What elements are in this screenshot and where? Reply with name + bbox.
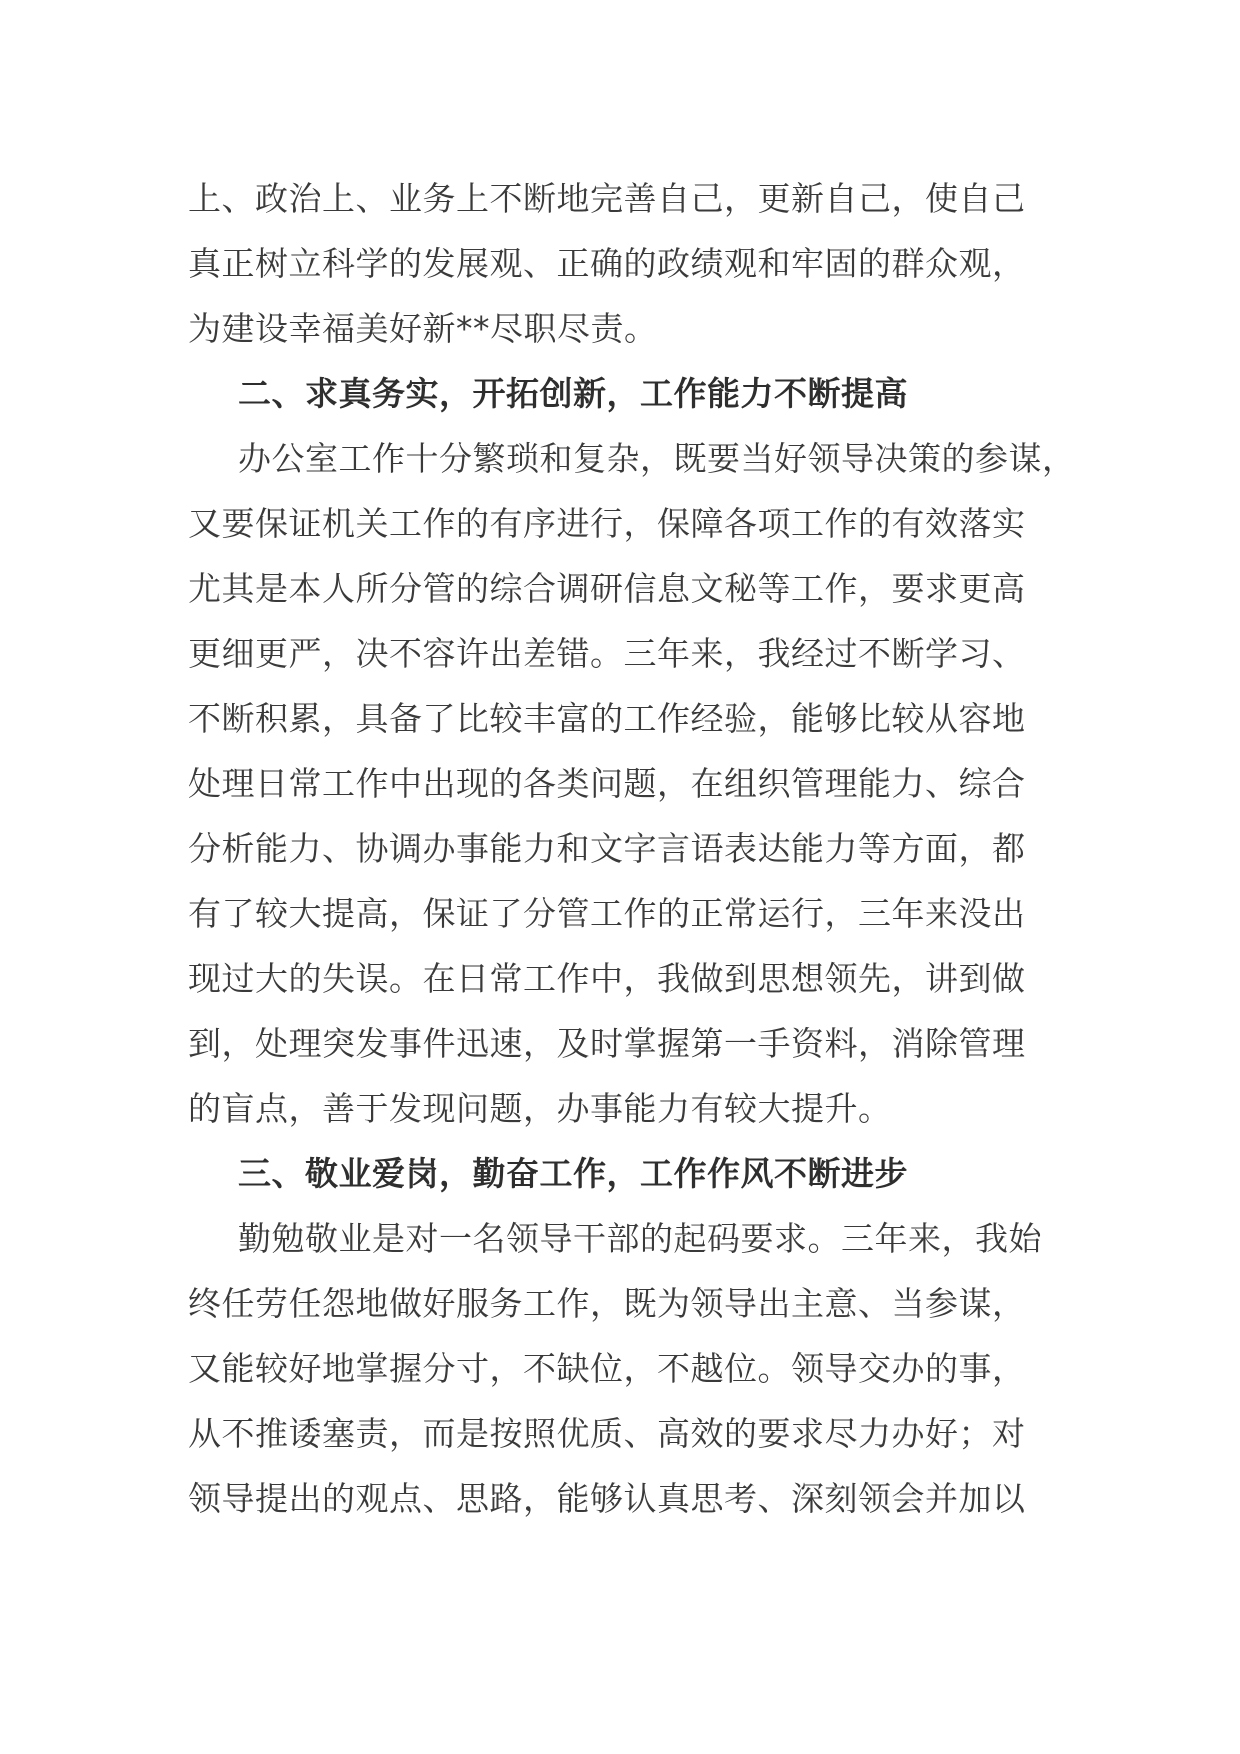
section-heading-3: 三、敬业爱岗，勤奋工作，工作作风不断进步 [238,1154,908,1193]
body-line: 更细更严，决不容许出差错。三年来，我经过不断学习、 [188,634,1026,673]
body-line: 为建设幸福美好新**尽职尽责。 [188,309,658,348]
body-line: 终任劳任怨地做好服务工作，既为领导出主意、当参谋， [188,1284,1026,1323]
body-line: 不断积累，具备了比较丰富的工作经验，能够比较从容地 [188,699,1026,738]
section-heading-2: 二、求真务实，开拓创新，工作能力不断提高 [238,374,908,413]
body-line: 真正树立科学的发展观、正确的政绩观和牢固的群众观， [188,244,1026,283]
body-line: 分析能力、协调办事能力和文字言语表达能力等方面，都 [188,829,1026,868]
body-line: 的盲点，善于发现问题，办事能力有较大提升。 [188,1089,892,1128]
body-line: 上、政治上、业务上不断地完善自己，更新自己，使自己 [188,179,1026,218]
document-body [188,166,1078,1531]
body-line: 现过大的失误。在日常工作中，我做到思想领先，讲到做 [188,959,1026,998]
body-line: 领导提出的观点、思路，能够认真思考、深刻领会并加以 [188,1479,1026,1518]
body-line: 到，处理突发事件迅速，及时掌握第一手资料，消除管理 [188,1024,1026,1063]
paragraph-first-line: 勤勉敬业是对一名领导干部的起码要求。三年来，我始 [238,1219,1042,1258]
body-line: 有了较大提高，保证了分管工作的正常运行，三年来没出 [188,894,1026,933]
body-line: 又要保证机关工作的有序进行，保障各项工作的有效落实 [188,504,1026,543]
body-line: 处理日常工作中出现的各类问题，在组织管理能力、综合 [188,764,1026,803]
paragraph-first-line: 办公室工作十分繁琐和复杂，既要当好领导决策的参谋， [238,439,1076,478]
body-line: 从不推诿塞责，而是按照优质、高效的要求尽力办好；对 [188,1414,1026,1453]
body-line: 尤其是本人所分管的综合调研信息文秘等工作，要求更高 [188,569,1026,608]
body-line: 又能较好地掌握分寸，不缺位，不越位。领导交办的事， [188,1349,1026,1388]
